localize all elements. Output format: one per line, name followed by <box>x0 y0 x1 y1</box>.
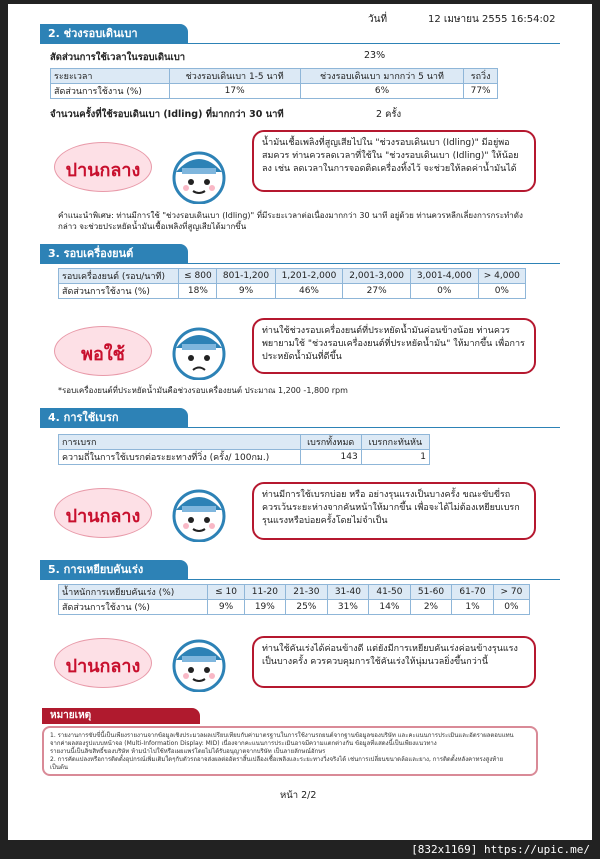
table-cell: 19% <box>244 600 286 615</box>
table-cell: สัดส่วนการใช้งาน (%) <box>59 600 208 615</box>
table-header-cell: เบรกทั้งหมด <box>300 435 361 450</box>
date-label: วันที่ <box>368 14 388 25</box>
section-divider <box>40 263 560 264</box>
table-row <box>51 84 498 99</box>
table-cell: 1% <box>452 600 494 615</box>
section-rpm-title: 3. รอบเครื่องยนต์ <box>40 244 188 263</box>
section-divider <box>40 579 560 580</box>
section-brake-title: 4. การใช้เบรก <box>40 408 188 427</box>
throttle-table <box>58 584 530 615</box>
table-cell: 143 <box>300 450 361 465</box>
table-cell: 9% <box>208 600 244 615</box>
table-cell: 31% <box>327 600 369 615</box>
idling-special-note: คำแนะนำพิเศษ: ท่านมีการใช้ "ช่วงรอบเดินเบา (Idling)" ที่มีระยะเวลาต่อเนื่องมากกว่า 30 นาที อยู่ด้วย ท่านควรหลีกเลี่ยงการกระทำดังกล่าว จะช่วยประหยัดน้ำมันเชื้อเพลิงที่สูญเสียได้มากขึ้น <box>58 211 523 231</box>
table-cell: 0% <box>410 284 478 299</box>
idling-count-value: 2 ครั้ง <box>376 109 402 120</box>
rpm-note: *รอบเครื่องยนต์ที่ประหยัดน้ำมันคือช่วงรอบเครื่องยนต์ ประมาณ 1,200 -1,800 rpm <box>58 386 348 395</box>
table-cell: 2% <box>410 600 452 615</box>
rating-badge <box>54 488 152 538</box>
remark-line: 1. รายงานการขับขี่นี้เป็นเพียงรายงานจากข้อมูลเชิงประมวลผลเปรียบเทียบกับค่ามาตรฐานในการใช้งานรถยนต์จากฐานข้อมูลของบริษัท และคะแนนการประเมินและอัตราผลตอบแทน <box>50 732 514 739</box>
table-cell: 0% <box>478 284 525 299</box>
table-header-cell: รถวิ่ง <box>464 69 498 84</box>
table-header-cell: 21-30 <box>286 585 328 600</box>
table-cell: 27% <box>343 284 411 299</box>
rating-text: ปานกลาง <box>65 656 141 677</box>
table-header-row <box>51 69 498 84</box>
section-idling-title: 2. ช่วงรอบเดินเบา <box>40 24 188 43</box>
table-cell: 1 <box>361 450 429 465</box>
watermark: [832x1169] https://upic.me/ <box>407 842 594 857</box>
page-number: หน้า 2/2 <box>280 790 317 801</box>
table-header-row <box>59 435 430 450</box>
table-cell: 46% <box>275 284 343 299</box>
table-cell: 18% <box>179 284 217 299</box>
advice-bubble: ท่านมีการใช้เบรกบ่อย หรือ อย่างรุนแรงเป็นบางครั้ง ขณะขับขี่รถควรเว้นระยะห่างจากคันหน้าให้มากขึ้น เพื่อจะได้ไม่ต้องเหยียบเบรกรุนแรงหรือบ่อยครั้งโดยไม่จำเป็น <box>252 482 536 540</box>
table-header-cell: 61-70 <box>452 585 494 600</box>
table-header-cell: ช่วงรอบเดินเบา มากกว่า 5 นาที <box>300 69 463 84</box>
rating-badge <box>54 326 152 376</box>
section-divider <box>40 427 560 428</box>
table-cell: สัดส่วนการใช้งาน (%) <box>51 84 170 99</box>
remark-line: 2. การคัดแปลงหรือการติดตั้งอุปกรณ์เพิ่มเติมใดๆกับตัวรถอาจส่งผลต่ออัตราสิ้นเปลืองเชื้อเพลิงและระยะทางวิ่งจริงได้ เช่นการเปลี่ยนขนาดล้อและยาง, การติดตั้งหลังคาทรงสูงท้าย <box>50 756 504 763</box>
table-header-cell: 11-20 <box>244 585 286 600</box>
rating-badge <box>54 142 152 192</box>
table-header-cell: 51-60 <box>410 585 452 600</box>
table-header-row <box>59 269 526 284</box>
section-throttle-title: 5. การเหยียบคันเร่ง <box>40 560 188 579</box>
remark-line: รายงานนี้เป็นลิขสิทธิ์ของบริษัท ห้ามนำไปใช้หรือเผยแพร่โดยไม่ได้รับอนุญาตจากบริษัท เป็นลายลักษณ์อักษร <box>50 748 326 755</box>
advice-bubble: น้ำมันเชื้อเพลิงที่สูญเสียไปใน "ช่วงรอบเดินเบา (Idling)" มีอยู่พอสมควร ท่านควรลดเวลาที่ใช้ใน "ช่วงรอบเดินเบา (Idling)" ให้น้อยลง เช่น ลดเวลาในการจอดติดเครื่องทิ้งไว้ จะช่วยให้ลดค่าน้ำมันได้ <box>252 130 536 192</box>
table-cell: 6% <box>300 84 463 99</box>
rating-text: ปานกลาง <box>65 506 141 527</box>
remark-line: จากค่าผลสองรูปแบบหน้าจอ (Multi-Information Display: MID) เนื่องจากคะแนนการประเมินอาจมีความแตกต่างกัน ข้อมูลที่แสดงนี้เป็นเพียงแนวทาง <box>50 740 437 747</box>
date-value: 12 เมษายน 2555 16:54:02 <box>428 14 556 25</box>
idling-table <box>50 68 498 99</box>
report-page <box>8 4 592 840</box>
table-header-cell: 41-50 <box>369 585 411 600</box>
table-row <box>59 450 430 465</box>
remark-title: หมายเหตุ <box>42 708 200 724</box>
idling-count-label: จำนวนครั้งที่ใช้รอบเดินเบา (Idling) ที่มากกว่า 30 นาที <box>50 109 284 120</box>
idling-ratio-value: 23% <box>364 50 386 61</box>
idling-ratio-label: สัดส่วนการใช้เวลาในรอบเดินเบา <box>50 52 186 63</box>
table-header-row <box>59 585 530 600</box>
mascot-neutral-icon <box>168 144 230 204</box>
remark-box <box>42 726 538 776</box>
table-cell: ความถี่ในการใช้เบรกต่อระยะทางที่วิ่ง (ครั้ง/ 100กม.) <box>59 450 301 465</box>
advice-bubble: ท่านใช้คันเร่งได้ค่อนข้างดี แต่ยังมีการเหยียบคันเร่งค่อนข้างรุนแรงเป็นบางครั้ง ควรควบคุมการใช้คันเร่งให้นุ่มนวลยิ่งขึ้นกว่านี้ <box>252 636 536 688</box>
table-row <box>59 284 526 299</box>
table-header-cell: 801-1,200 <box>217 269 275 284</box>
table-cell: 0% <box>493 600 529 615</box>
table-header-cell: น้ำหนักการเหยียบคันเร่ง (%) <box>59 585 208 600</box>
table-header-cell: เบรกกะทันหัน <box>361 435 429 450</box>
rating-badge <box>54 638 152 688</box>
remark-line: เป็นต้น <box>50 764 68 771</box>
table-cell: 17% <box>169 84 300 99</box>
table-cell: 14% <box>369 600 411 615</box>
table-cell: สัดส่วนการใช้งาน (%) <box>59 284 179 299</box>
mascot-neutral-icon <box>168 632 230 692</box>
table-header-cell: การเบรก <box>59 435 301 450</box>
advice-bubble: ท่านใช้ช่วงรอบเครื่องยนต์ที่ประหยัดน้ำมันค่อนข้างน้อย ท่านควรพยายามใช้ "ช่วงรอบเครื่องยนต์ที่ประหยัดน้ำมัน" ให้มากขึ้น เพื่อการประหยัดน้ำมันที่ดีขึ้น <box>252 318 536 374</box>
table-header-cell: > 70 <box>493 585 529 600</box>
rpm-table <box>58 268 526 299</box>
brake-table <box>58 434 430 465</box>
table-header-cell: 2,001-3,000 <box>343 269 411 284</box>
table-header-cell: รอบเครื่องยนต์ (รอบ/นาที) <box>59 269 179 284</box>
table-cell: 25% <box>286 600 328 615</box>
table-cell: 77% <box>464 84 498 99</box>
rating-text: พอใช้ <box>81 344 125 365</box>
table-header-cell: 31-40 <box>327 585 369 600</box>
table-header-cell: ≤ 10 <box>208 585 244 600</box>
section-divider <box>40 43 560 44</box>
mascot-worried-icon <box>168 320 230 380</box>
table-header-cell: ระยะเวลา <box>51 69 170 84</box>
table-header-cell: ≤ 800 <box>179 269 217 284</box>
mascot-neutral-icon <box>168 482 230 542</box>
table-header-cell: 1,201-2,000 <box>275 269 343 284</box>
rating-text: ปานกลาง <box>65 160 141 181</box>
table-header-cell: 3,001-4,000 <box>410 269 478 284</box>
table-header-cell: ช่วงรอบเดินเบา 1-5 นาที <box>169 69 300 84</box>
table-row <box>59 600 530 615</box>
table-header-cell: > 4,000 <box>478 269 525 284</box>
table-cell: 9% <box>217 284 275 299</box>
